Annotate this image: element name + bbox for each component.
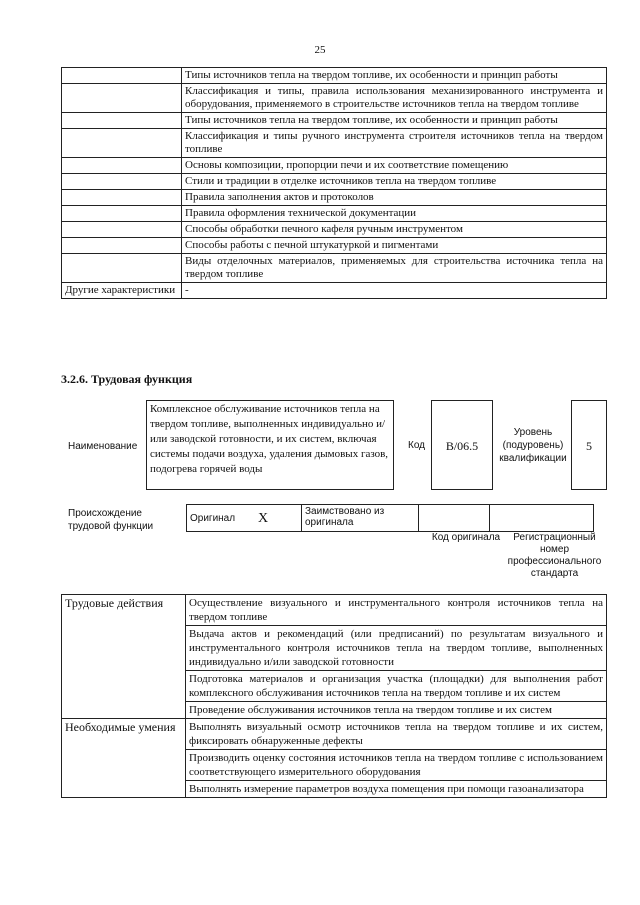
row-text: Осуществление визуального и инструментального контроля источников тепла на твердом топливе [186, 595, 607, 626]
row-text: Производить оценку состояния источников тепла на твердом топливе с использованием соответствующего измерительного оборудования [186, 750, 607, 781]
row-label [62, 190, 182, 206]
row-text: Проведение обслуживания источников тепла на твердом топливе и их систем [186, 702, 607, 719]
page-number: 25 [314, 44, 326, 56]
row-label: Другие характеристики [62, 283, 182, 299]
row-label [62, 174, 182, 190]
row-text: Способы работы с печной штукатуркой и пигментами [182, 238, 607, 254]
caption-reg: Регистрационный номер профессионального стандарта [507, 532, 602, 579]
row-label [62, 129, 182, 158]
row-text: Типы источников тепла на твердом топливе, их особенности и принцип работы [182, 68, 607, 84]
table-row [62, 190, 607, 206]
row-text: Виды отделочных материалов, применяемых для строительства источника тепла на твердом топливе [182, 254, 607, 283]
row-text: Подготовка материалов и организация участка (площадки) для выполнения работ комплексного обслуживания источников тепла на твердом топливе и их систем [186, 671, 607, 702]
table-row [62, 206, 607, 222]
level-label: Уровень (подуровень) квалификации [499, 427, 567, 464]
level-value: 5 [571, 400, 607, 490]
group-label: Трудовые действия [62, 595, 186, 719]
name-label: Наименование [68, 441, 138, 452]
origin-label-text: Происхождение трудовой функции [68, 508, 154, 532]
row-label [62, 206, 182, 222]
origin-borrowed: Заимствовано из оригинала [302, 505, 419, 532]
group-label: Необходимые умения [62, 719, 186, 798]
row-text: - [182, 283, 607, 299]
row-text: Правила заполнения актов и протоколов [182, 190, 607, 206]
table-row [62, 238, 607, 254]
table-row [62, 158, 607, 174]
origin-table [186, 504, 594, 532]
row-label [62, 222, 182, 238]
row-text: Типы источников тепла на твердом топливе, их особенности и принцип работы [182, 113, 607, 129]
table-row [62, 719, 607, 750]
section-heading: 3.2.6. Трудовая функция [61, 372, 193, 386]
row-label [62, 68, 182, 84]
row-label [62, 254, 182, 283]
row-label [62, 238, 182, 254]
row-text: Классификация и типы, правила использования механизированного инструмента и оборудования, применяемого в строительстве источников тепла на твердом топливе [182, 84, 607, 113]
name-value: Комплексное обслуживание источников тепла на твердом топливе, выполненных индивидуально и/или заводской готовности, и их систем, включая системы подачи воздуха, удаления дымовых газов, подогрева горячей воды [146, 400, 394, 490]
row-text: Выполнять измерение параметров воздуха помещения при помощи газоанализатора [186, 781, 607, 798]
row-label [62, 113, 182, 129]
origin-reg-cell [490, 505, 594, 532]
row-text: Выдача актов и рекомендаций (или предписаний) по результатам визуального и инструментального контроля источников тепла на твердом топливе, выполненных индивидуально и/или заводской готовности [186, 626, 607, 671]
code-label: Код [408, 440, 426, 451]
table-row [62, 174, 607, 190]
row-text: Основы композиции, пропорции печи и их соответствие помещению [182, 158, 607, 174]
table-row [62, 283, 607, 299]
table-row [62, 129, 607, 158]
code-value: B/06.5 [431, 400, 493, 490]
origin-label [68, 507, 168, 533]
row-text: Способы обработки печного кафеля ручным инструментом [182, 222, 607, 238]
table-row [62, 595, 607, 626]
table-row [62, 254, 607, 283]
row-text: Выполнять визуальный осмотр источников тепла на твердом топливе и их систем, фиксировать обнаруженные дефекты [186, 719, 607, 750]
table-row [62, 222, 607, 238]
row-text: Правила оформления технической документации [182, 206, 607, 222]
row-label [62, 84, 182, 113]
row-label [62, 158, 182, 174]
knowledge-table [61, 67, 607, 299]
table-row [62, 84, 607, 113]
origin-mark: X [255, 505, 302, 532]
caption-code: Код оригинала [431, 532, 501, 543]
row-text: Стили и традиции в отделке источников тепла на твердом топливе [182, 174, 607, 190]
origin-code-cell [419, 505, 490, 532]
table-row [62, 68, 607, 84]
row-text: Классификация и типы ручного инструмента строителя источников тепла на твердом топливе [182, 129, 607, 158]
actions-table [61, 594, 607, 798]
origin-original: Оригинал [187, 505, 256, 532]
table-row [62, 113, 607, 129]
